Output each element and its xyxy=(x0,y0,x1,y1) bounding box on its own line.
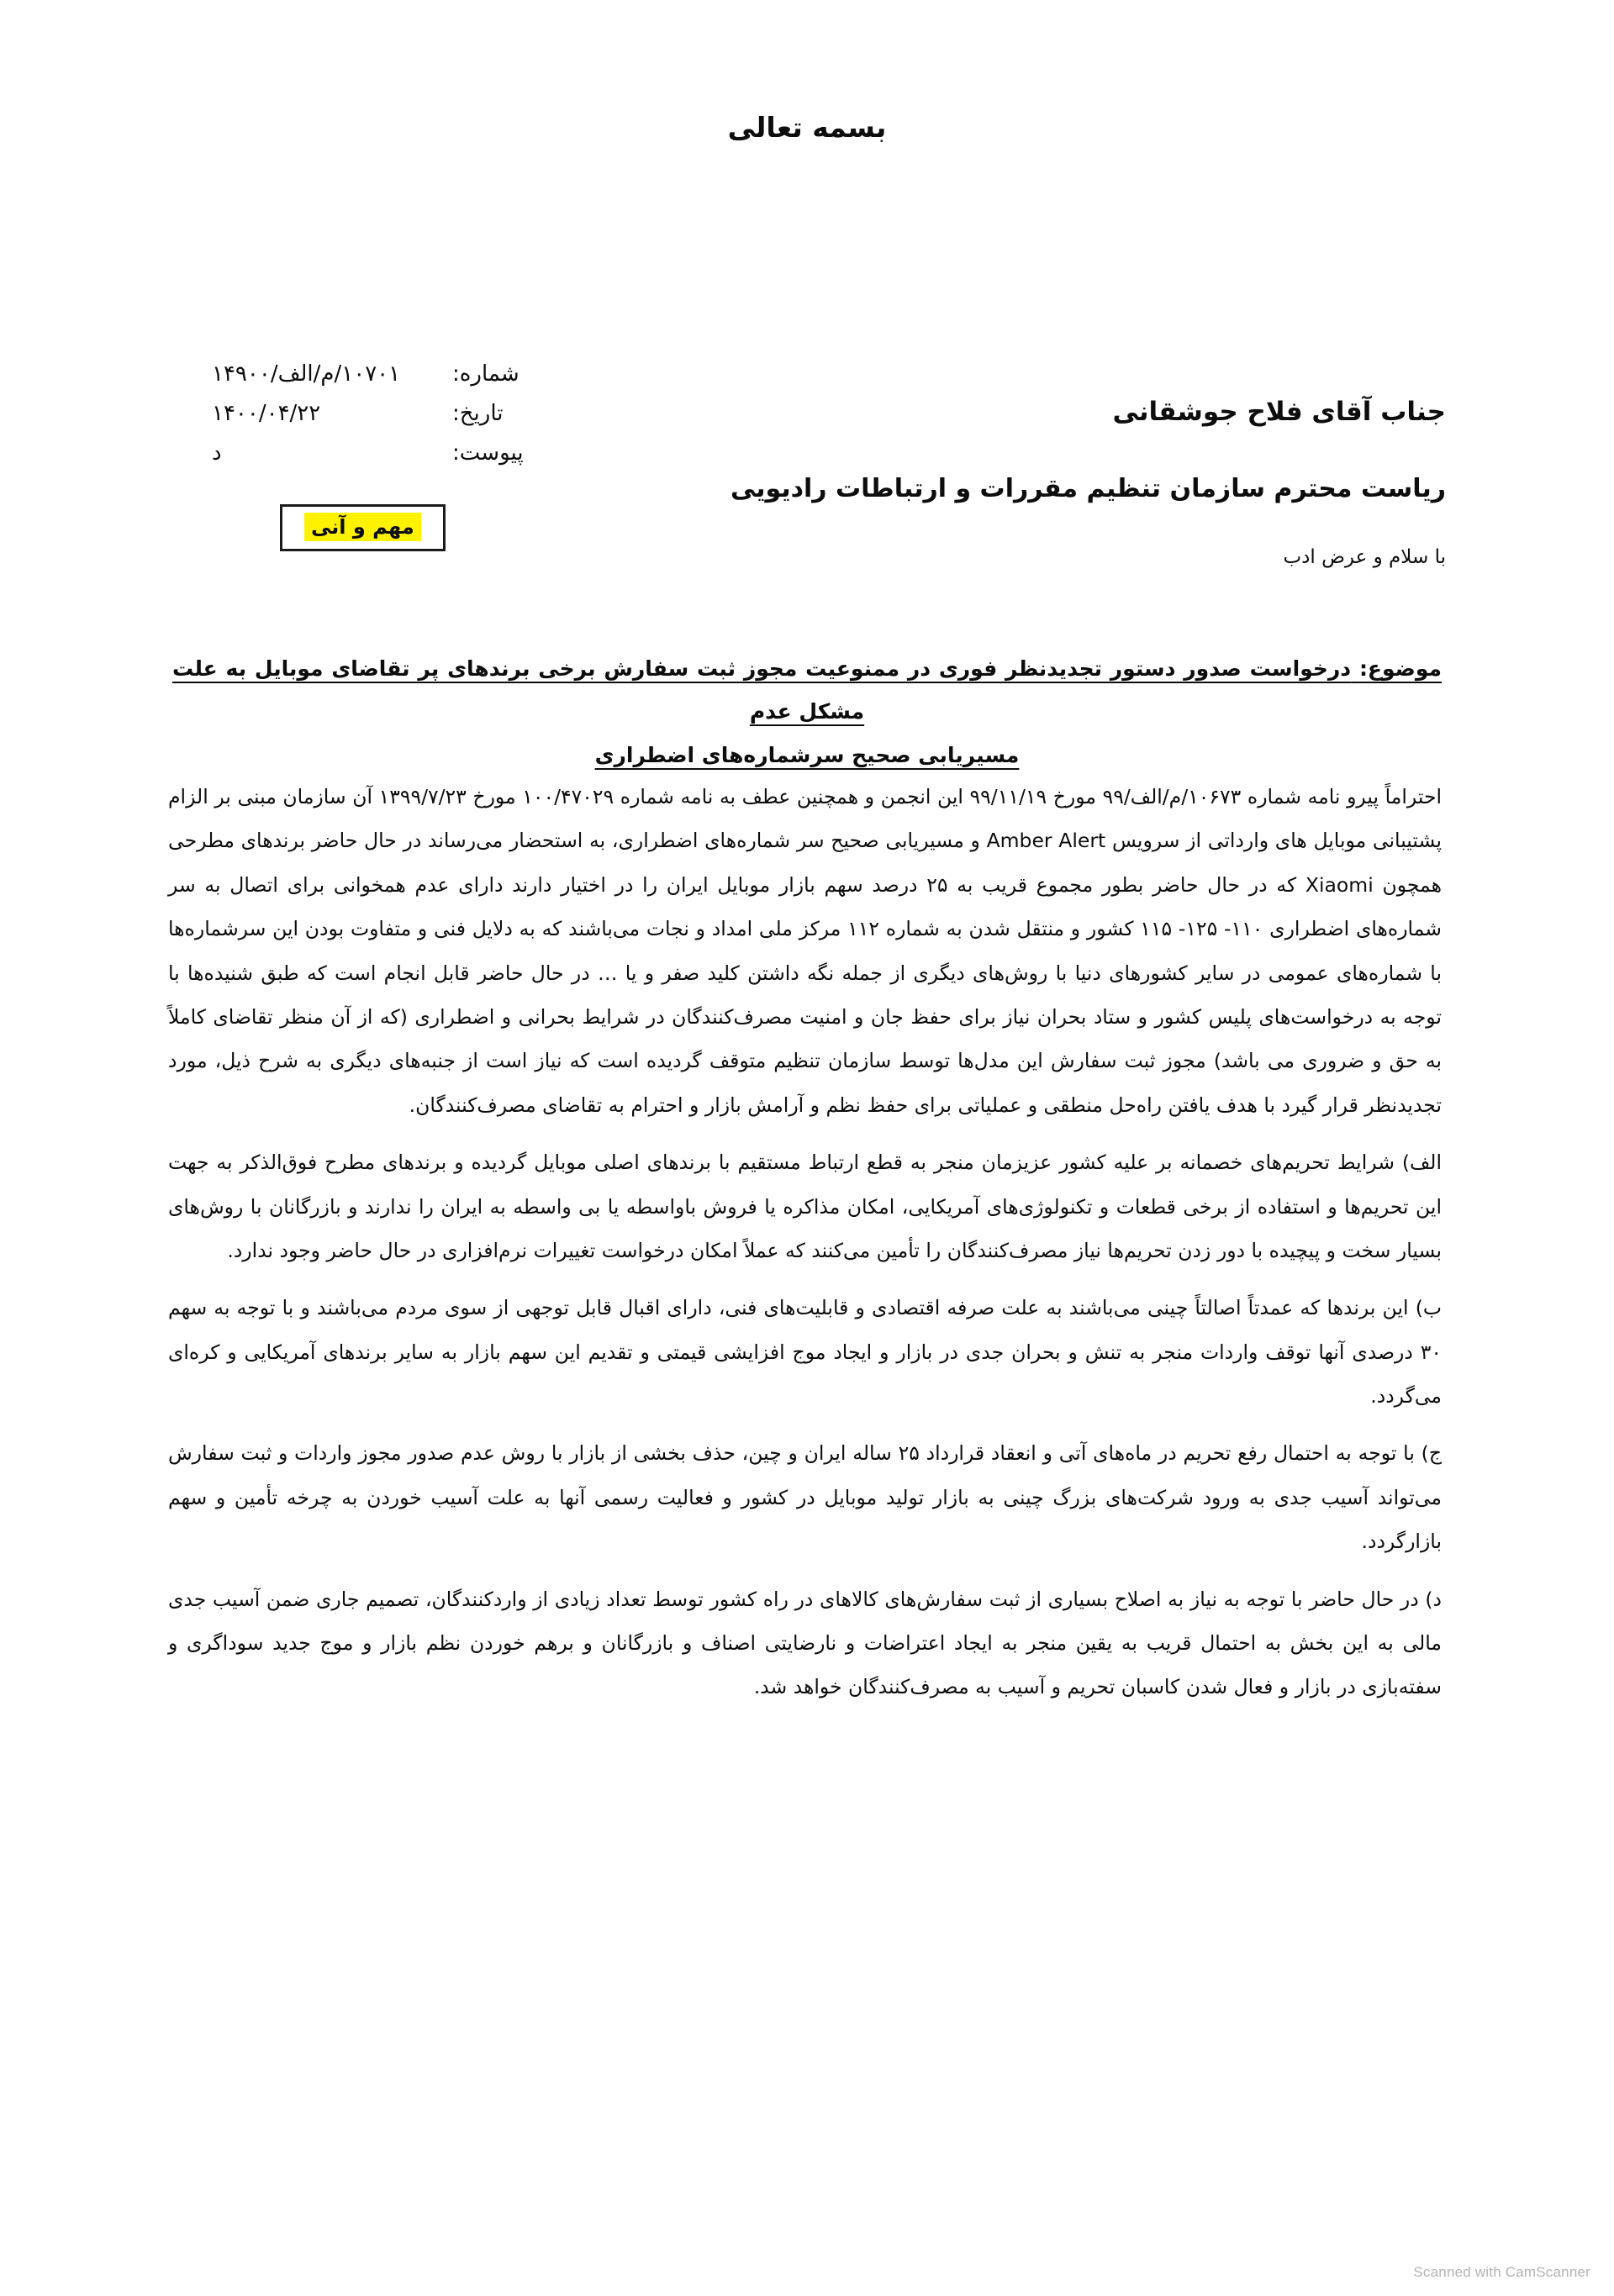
body-paragraph: الف) شرایط تحریم‌های خصمانه بر علیه کشور عزیزمان منجر به قطع ارتباط مستقیم با برندهای اصلی موبایل گردیده و برندهای مطرح فوق‌الذکر به جهت این تحریم‌ها و استفاده از برخی قطعات و تکنولوژی‌های آمریکایی، امکان مذاکره یا فروش باواسطه یا بی واسطه به ایران را ندارند و بازرگانان با روش‌های بسیار سخت و پیچیده با دور زدن تحریم‌ها نیاز مصرف‌کنندگان را تأمین می‌کنند که عملاً امکان درخواست تغییرات نرم‌افزاری در حال حاضر وجود ندارد. xyxy=(168,1151,1442,1262)
body-paragraph: د) در حال حاضر با توجه به نیاز به اصلاح بسیاری از ثبت سفارش‌های کالاهای در راه کشور توسط تعداد زیادی از واردکنندگان، تصمیم جاری ضمن آسیب جدی مالی به این بخش به احتمال قریب به یقین منجر به ایجاد اعتراضات و نارضایتی اصناف و بازرگانان و برهم خوردن نظم بازار و موج جدید سوداگری و سفته‌بازی در بازار و فعال شدن کاسبان تحریم و آسیب به مصرف‌کنندگان خواهد شد. xyxy=(168,1587,1442,1699)
subject-line-2: مسیریابی صحیح سرشماره‌های اضطراری xyxy=(594,742,1020,767)
urgent-stamp-label: مهم و آنی xyxy=(304,513,421,541)
urgent-stamp-box xyxy=(280,504,446,551)
number-value: ۱۰۷۰۱/م/الف/۱۴۹۰۰ xyxy=(212,361,401,387)
salutation-text: با سلام و عرض ادب xyxy=(1283,546,1446,569)
date-value: ۱۴۰۰/۰۴/۲۲ xyxy=(212,401,321,426)
invocation-header: بسمه تعالی xyxy=(727,111,887,144)
body-paragraph: ج) با توجه به احتمال رفع تحریم در ماه‌های آتی و انعقاد قرارداد ۲۵ ساله ایران و چین، حذف بخشی از بازار با روش عدم صدور مجوز واردات و ثبت سفارش می‌تواند آسیب جدی به ورود شرکت‌های بزرگ چینی به بازار تولید موبایل در کشور و فعالیت رسمی آنها به علت آسیب خوردن به چرخه تأمین و سهم بازارگردد. xyxy=(168,1441,1442,1554)
attachment-value: د xyxy=(212,440,222,466)
number-label: شماره: xyxy=(452,361,520,387)
attachment-label: پیوست: xyxy=(452,440,524,466)
letter-body xyxy=(168,775,1442,1709)
recipient-title: ریاست محترم سازمان تنظیم مقررات و ارتباطات رادیویی xyxy=(730,474,1446,504)
subject-label: موضوع: xyxy=(1358,656,1442,681)
date-label: تاریخ: xyxy=(452,401,504,426)
meta-row-date xyxy=(200,401,553,426)
subject-line-1: درخواست صدور دستور تجدیدنظر فوری در ممنوعیت مجوز ثبت سفارش برخی برندهای پر تقاضای موبایل به علت مشکل عدم xyxy=(172,656,1352,724)
recipient-block xyxy=(689,395,1446,571)
meta-row-attachment xyxy=(200,440,553,466)
body-paragraph: ب) این برندها که عمدتاً اصالتاً چینی می‌باشند به علت صرفه اقتصادی و قابلیت‌های فنی، دارای اقبال قابل توجهی از سوی مردم می‌باشند و با توجه به سهم ۳۰ درصدی آنها توقف واردات منجر به تنش و بحران جدی در بازار و ایجاد موج افزایشی قیمتی و تقدیم این سهم بازار به سایر برندهای آمریکایی و کره‌ای می‌گردد. xyxy=(168,1296,1442,1409)
scanner-watermark: Scanned with CamScanner xyxy=(1413,2264,1590,2280)
meta-row-number xyxy=(200,361,553,387)
body-paragraph: احتراماً پیرو نامه شماره ۱۰۶۷۳/م/الف/۹۹ مورخ ۹۹/۱۱/۱۹ این انجمن و همچنین عطف به نامه شماره ۱۰۰/۴۷۰۲۹ مورخ ۱۳۹۹/۷/۲۳ آن سازمان مبنی بر الزام پشتیبانی موبایل های وارداتی از سرویس Amber Alert و مسیریابی صحیح سر شماره‌های اضطراری، به استحضار می‌رساند در حال حاضر برندهای مطرحی همچون Xiaomi که در حال حاضر بطور مجموع قریب به ۲۵ درصد سهم بازار موبایل ایران را در اختیار دارند دارای عدم همخوانی برای اتصال به سر شماره‌های اضطراری ۱۱۰- ۱۲۵- ۱۱۵ کشور و منتقل شدن به شماره ۱۱۲ مرکز ملی امداد و نجات می‌باشند که به دلایل فنی و متفاوت بودن این سرشماره‌ها با شماره‌های عمومی در سایر کشورهای دنیا با روش‌های دیگری از جمله نگه داشتن کلید صفر و یا … در حال حاضر قابل انجام است که طبق شنیده‌ها با توجه به درخواست‌های پلیس کشور و ستاد بحران نیاز برای حفظ جان و امنیت مصرف‌کنندگان در شرایط بحرانی و اضطراری (که از آن منظر تقاضای کاملاً به حق و ضروری می باشد) مجوز ثبت سفارش این مدل‌ها توسط سازمان تنظیم متوقف گردیده است که نیاز است از جنبه‌های دیگری به شرح ذیل، مورد تجدیدنظر قرار گیرد با هدف یافتن راه‌حل منطقی و عملیاتی برای حفظ نظم و آرامش بازار و احترام به تقاضای مصرف‌کنندگان. xyxy=(168,785,1443,1117)
subject-block xyxy=(172,647,1442,777)
recipient-name: جناب آقای فلاح جوشقانی xyxy=(1112,397,1446,427)
letter-meta-block xyxy=(200,361,553,480)
